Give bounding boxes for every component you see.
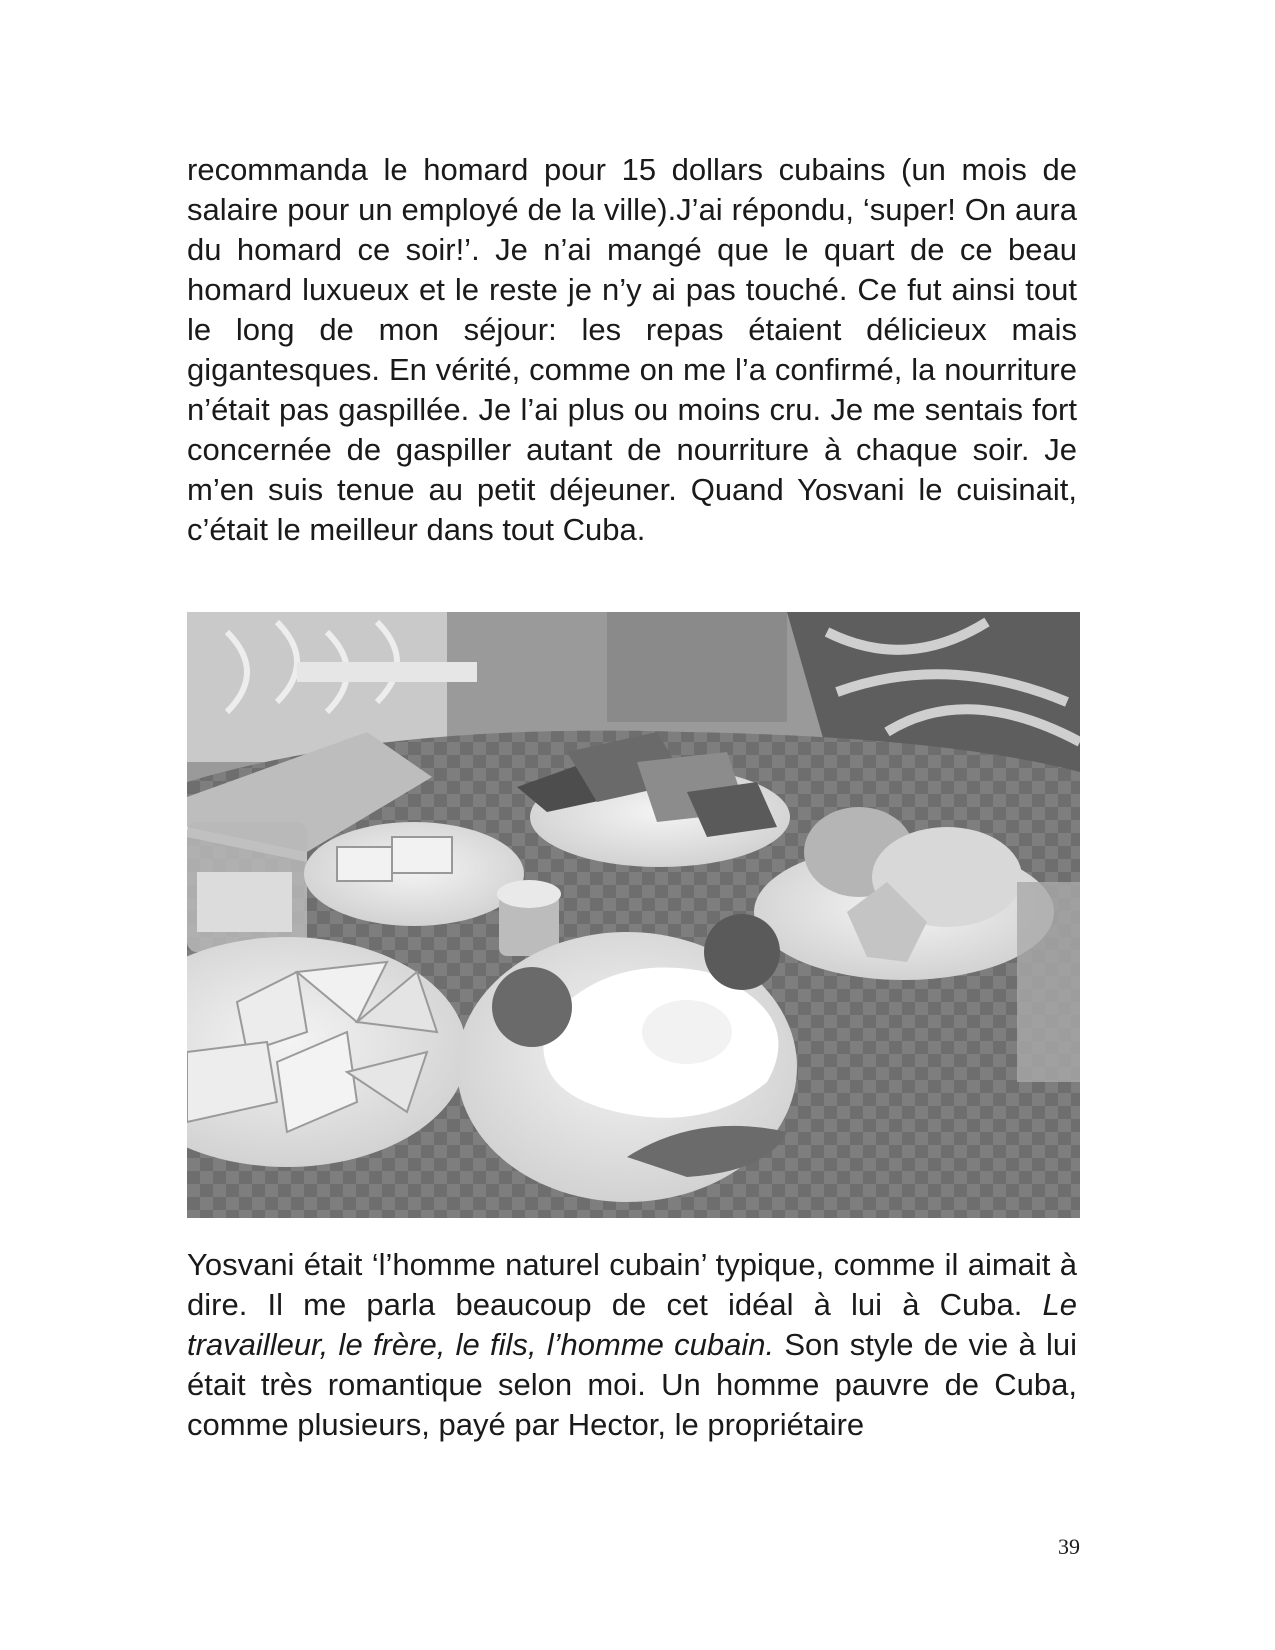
paragraph-bottom-italic: Le travailleur, le frère, le fils, l’homme cubain. — [187, 1287, 1077, 1362]
paragraph-bottom-start: Yosvani était ‘l’homme naturel cubain’ typique, comme il aimait à dire. Il me parla beaucoup de cet idéal à lui à Cuba. — [187, 1247, 1077, 1322]
water-glass — [1017, 882, 1080, 1082]
paragraph-top: recommanda le homard pour 15 dollars cubains (un mois de salaire pour un employé de la ville).J’ai répondu, ‘super! On aura du homard ce soir!’. Je n’ai mangé que le quart de ce beau homard luxueux et le reste je n’y ai pas touché. Ce fut ainsi tout le long de mon séjour: les repas étaient délicieux mais gigantesques. En vérité, comme on me l’a confirmé, la nourriture n’était pas gaspillée. Je l’ai plus ou moins cru. Je me sentais fort concernée de gaspiller autant de nourriture à chaque soir. Je m’en suis tenue au petit déjeuner. Quand Yosvani le cuisinait, c’était le meilleur dans tout Cuba. — [187, 152, 1077, 547]
breakfast-photo-illustration — [187, 612, 1080, 1218]
paragraph-bottom-end: Son style de vie à lui était très romantique selon moi. Un homme pauvre de Cuba, comme plusieurs, payé par Hector, le propriétaire — [187, 1327, 1077, 1442]
breakfast-photo — [187, 612, 1080, 1218]
tomato-slice — [492, 967, 572, 1047]
paragraph-bottom — [187, 1245, 1077, 1445]
page-number: 39 — [1058, 1534, 1080, 1559]
